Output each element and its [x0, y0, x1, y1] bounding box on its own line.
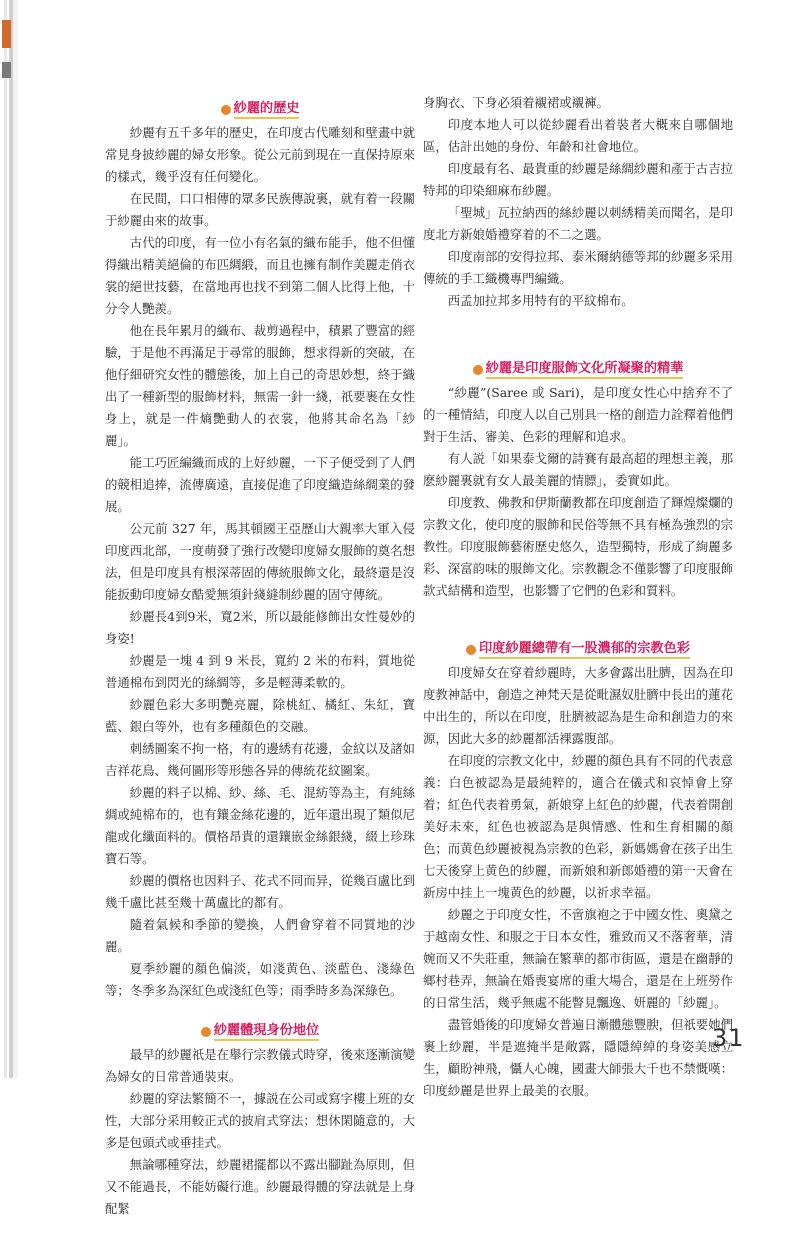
paragraph: 紗麗色彩大多明艷亮麗，除桃紅、橘紅、朱紅，寶藍、銀白等外，也有多種顏色的交融。	[105, 697, 415, 734]
section-essence	[423, 360, 733, 602]
section-heading	[423, 640, 733, 660]
paragraph: 紗麗的穿法繁簡不一，據説在公司或寫字樓上班的女性，大部分采用較正式的披肩式穿法；想休閑隨意的，大多是包頭式或垂挂式。	[105, 1091, 415, 1150]
bullet-dot-icon	[221, 105, 231, 115]
paragraph: 公元前 327 年，馬其頓國王亞歷山大親率大軍入侵印度西北部，一度萌發了強行改變印度婦女服飾的奠名想法，但是印度具有根深蒂固的傳統服飾文化，最終還是沒能扳動印度婦女酷愛無須針綫縫制紗麗的固守傳統。	[105, 521, 415, 602]
section-title: 紗麗是印度服飾文化所凝聚的精華	[486, 361, 684, 379]
paragraph: 紗麗長4到9米，寬2米，所以最能修飾出女性曼妙的身姿!	[105, 609, 415, 646]
page-edge-bar	[0, 0, 18, 1078]
section-history	[105, 100, 415, 1002]
bullet-dot-icon	[466, 645, 476, 655]
paragraph: 紗麗的價格也因料子、花式不同而异，從幾百盧比到幾千盧比甚至幾十萬盧比的都有。	[105, 873, 415, 910]
section-heading	[105, 100, 415, 120]
paragraph: 印度本地人可以從紗麗看出着裝者大概來自哪個地區，估計出她的身份、年齡和社會地位。	[423, 117, 733, 154]
paragraph: “紗麗”(Saree 或 Sari)，是印度女性心中捨弃不了的一種情結，印度人以自己別具一格的創造力詮釋着他們對于生活、審美、色彩的理解和追求。	[423, 385, 733, 444]
paragraph: 在印度的宗教文化中，紗麗的顏色具有不同的代表意義：白色被認為是最純粹的，適合在儀式和哀悼會上穿着；紅色代表着勇氣，新娘穿上紅色的紗麗，代表着開創美好未來，紅色也被認為是與情感、性和生育相關的顏色；而黄色紗麗被視為宗教的色彩，新媽媽會在孩子出生七天後穿上黄色的紗麗，而新娘和新郎婚禮的第一天會在新房中挂上一塊黄色的紗麗，以祈求幸福。	[423, 753, 733, 900]
paragraph: 紗麗是一塊 4 到 9 米長，寬約 2 米的布料，質地從普通棉布到閃光的絲綢等，多是輕薄柔軟的。	[105, 653, 415, 690]
section-heading	[423, 360, 733, 380]
paragraph: 紗麗的料子以棉、紗、絲、毛、混紡等為主，有純絲綢或純棉布的，也有鑲金絲花邊的，近年還出現了類似尼龍或化纖面料的。價格昂貴的還鑲嵌金絲銀綫，綴上珍珠寶石等。	[105, 785, 415, 866]
paragraph: 「聖城」瓦拉納西的絲紗麗以刺綉精美而聞名，是印度北方新娘婚禮穿着的不二之選。	[423, 205, 733, 242]
paragraph: 紗麗之于印度女性，不啻旗袍之于中國女性、奧黛之于越南女性、和服之于日本女性，雅致而又不落奢華，清婉而又不失莊重，無論在繁華的都市街區，還是在幽靜的鄉村巷弄，無論在婚喪宴席的重大場合，還是在上班勞作的日常生活，幾乎無處不能瞥見飄逸、妍麗的「紗麗」。	[423, 907, 733, 1010]
paragraph: 刺綉圖案不拘一格，有的邊綉有花邊，金紋以及諸如吉祥花鳥、幾何圖形等形態各异的傳統花紋圖案。	[105, 741, 415, 778]
paragraph: 能工巧匠編織而成的上好紗麗，一下子便受到了人們的競相追捧，流傳廣遠，直接促進了印度織造絲綢業的發展。	[105, 455, 415, 514]
bullet-dot-icon	[473, 365, 483, 375]
paragraph: 隨着氣候和季節的變換，人們會穿着不同質地的沙麗。	[105, 917, 415, 954]
section-title: 印度紗麗總帶有一股濃郁的宗教色彩	[479, 641, 690, 659]
section-religion	[423, 640, 733, 1102]
paragraph: 印度南部的安得拉邦、泰米爾納德等邦的紗麗多采用傳統的手工織機專門編織。	[423, 249, 733, 286]
section-status	[105, 1022, 415, 1220]
paragraph: 身胸衣、下身必須着襯裙或襯褲。	[423, 95, 609, 110]
paragraph: 有人説「如果泰戈爾的詩賽有最高超的理想主義，那麽紗麗裏就有女人最美麗的情膘」，委實如此。	[423, 451, 733, 488]
paragraph: 印度婦女在穿着紗麗時，大多會露出肚臍，因為在印度教神話中，創造之神梵天是從毗濕奴肚臍中長出的蓮花中出生的，所以在印度，肚臍被認為是生命和創造力的來源，因此大多的紗麗都活裸露腹部。	[423, 665, 733, 746]
paragraph: 盡管婚後的印度婦女普遍日漸體態豐腴，但祇要她們裹上紗麗，半是遮掩半是敞露，隱隱綽綽的身姿美感立生，顧盼神飛，懾人心魄，國畫大師張大千也不禁慨嘆：印度紗麗是世界上最美的衣服。	[423, 1017, 733, 1098]
spacer	[423, 622, 733, 640]
paragraph: 西孟加拉邦多用特有的平紋棉布。	[447, 293, 634, 308]
edge-gray-mark	[2, 62, 11, 78]
bullet-dot-icon	[201, 1027, 211, 1037]
spacer	[423, 332, 733, 360]
paragraph: 無論哪種穿法，紗麗裙擺都以不露出腳趾為原則，但又不能過長，不能妨礙行進。紗麗最得體的穿法就是上身配緊	[105, 1157, 415, 1216]
section-title: 紗麗體現身份地位	[214, 1023, 320, 1041]
paragraph: 古代的印度，有一位小有名氣的織布能手，他不但懂得織出精美絕倫的布匹綢緞，而且也擁有制作美麗走俏衣裳的絕世技藝，在當地再也找不到第二個人比得上他，十分令人艷羨。	[105, 235, 415, 316]
edge-color-mark	[2, 20, 11, 48]
left-column	[105, 100, 415, 1240]
right-column	[423, 92, 733, 1122]
paragraph: 印度最有名、最貴重的紗麗是絲綢紗麗和產于古吉拉特邦的印染細麻布紗麗。	[423, 161, 733, 198]
paragraph: 紗麗有五千多年的歷史，在印度古代雕刻和壁畫中就常見身披紗麗的婦女形象。從公元前到現在一直保持原來的樣式，幾乎沒有任何變化。	[105, 125, 415, 184]
paragraph: 他在長年累月的織布、裁剪過程中，積累了豐富的經驗，于是他不再滿足于尋常的服飾，想求得新的突破，在他仔細研究女性的體態後，加上自己的奇思妙想，終于織出了一種新型的服飾材料，無需一針一綫，祇要裹在女性身上，就是一件熵艷動人的衣裳，他將其命名為「紗麗」。	[105, 323, 415, 448]
paragraph: 最早的紗麗祇是在舉行宗教儀式時穿，後來逐漸演變為婦女的日常普通裝束。	[105, 1047, 415, 1084]
section-heading	[105, 1022, 415, 1042]
paragraph: 夏季紗麗的顏色偏淡，如淺黄色、淡藍色、淺綠色等；冬季多為深紅色或淺紅色等；雨季時多為深綠色。	[105, 961, 415, 998]
section-title: 紗麗的歷史	[234, 101, 300, 119]
paragraph: 印度教、佛教和伊斯蘭教都在印度創造了輝煌燦爛的宗教文化，使印度的服飾和民俗等無不具有極為強烈的宗教性。印度服飾藝術歷史悠久，造型獨特，形成了絢麗多彩、深富韵味的服飾文化。宗教觀念不僅影響了印度服飾款式結構和造型，也影響了它們的色彩和質料。	[423, 495, 733, 598]
section-status-continued	[423, 92, 733, 312]
paragraph: 在民間，口口相傳的眾多民族傳說裏，就有着一段關于紗麗由來的故事。	[105, 191, 415, 228]
page-number: 31	[712, 1024, 745, 1052]
